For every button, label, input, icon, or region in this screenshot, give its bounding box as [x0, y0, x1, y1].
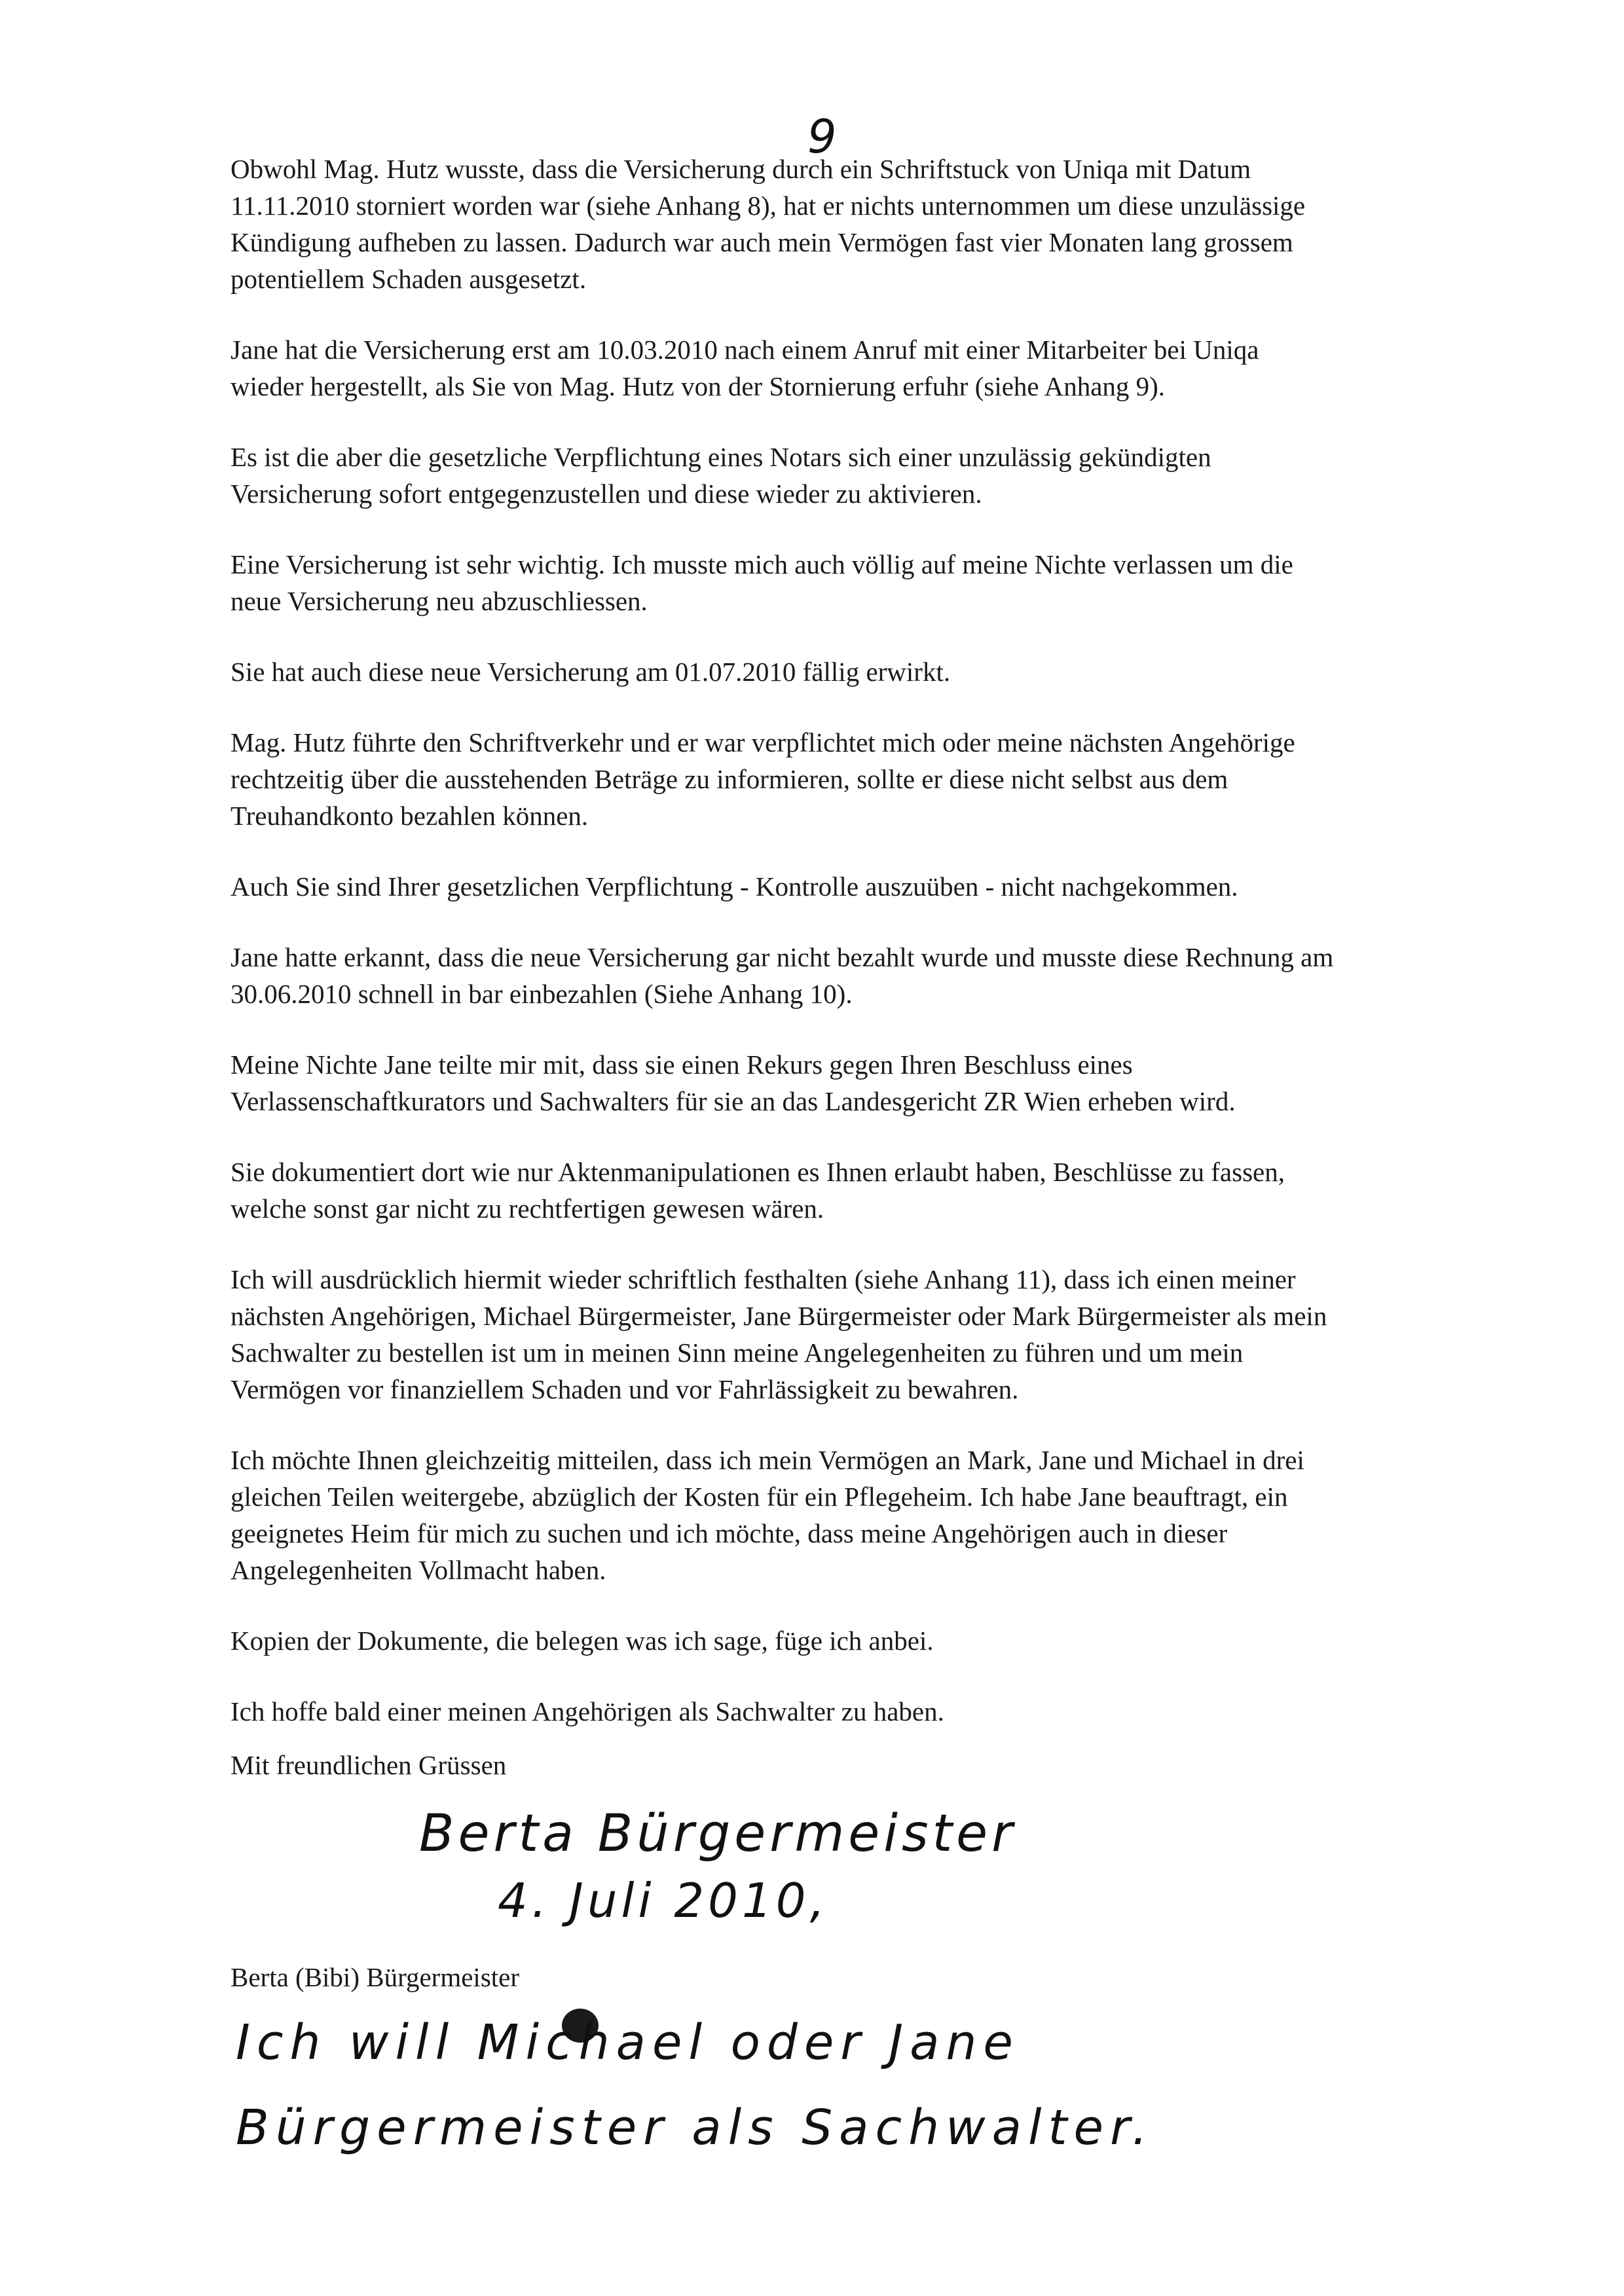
paragraph: Sie hat auch diese neue Versicherung am 01.07.2010 fällig erwirkt. [231, 657, 951, 687]
paragraph: Es ist die aber die gesetzliche Verpflichtung eines Notars sich einer unzulässig gekündigten Versicherung sofort entgegenzustellen und diese wieder zu aktivieren. [231, 442, 1211, 509]
paragraph: Ich hoffe bald einer meinen Angehörigen als Sachwalter zu haben. [231, 1696, 944, 1726]
closing-salutation: Mit freundlichen Grüssen [231, 1750, 507, 1780]
paragraph: Ich will ausdrücklich hiermit wieder schriftlich festhalten (siehe Anhang 11), dass ich einen meiner nächsten Angehörigen, Michael Bürgermeister, Jane Bürgermeister oder Mark Bürgermeister als mein Sachwalter zu bestellen ist um in meinen Sinn meine Angelegenheiten zu führen und um mein Vermögen vor finanziellem Schaden und vor Fahrlässigkeit zu bewahren. [231, 1264, 1327, 1404]
handwritten-correction: 9 [807, 110, 837, 164]
paragraph: Meine Nichte Jane teilte mir mit, dass sie einen Rekurs gegen Ihren Beschluss eines Verlassenschaftkurators und Sachwalters für sie an das Landesgericht ZR Wien erheben wird. [231, 1049, 1236, 1116]
paragraph: Auch Sie sind Ihrer gesetzlichen Verpflichtung - Kontrolle auszuüben - nicht nachgekommen. [231, 871, 1238, 902]
paragraph: Mag. Hutz führte den Schriftverkehr und er war verpflichtet mich oder meine nächsten Angehörige rechtzeitig über die ausstehenden Beträge zu informieren, sollte er diese nicht selbst aus dem Treuhandkonto bezahlen können. [231, 727, 1295, 831]
handwritten-note: Ich will Michael oder Jane Bürgermeister als Sachwalter. [236, 2014, 1154, 2156]
signer-name: Berta (Bibi) Bürgermeister [231, 1962, 520, 1992]
paragraph: Kopien der Dokumente, die belegen was ich sage, füge ich anbei. [231, 1626, 934, 1656]
paragraph: Eine Versicherung ist sehr wichtig. Ich musste mich auch völlig auf meine Nichte verlassen um die neue Versicherung neu abzuschliessen. [231, 549, 1293, 616]
letter-body [231, 151, 1475, 1764]
handwritten-date: 4. Juli 2010, [498, 1873, 829, 1928]
paragraph: Ich möchte Ihnen gleichzeitig mitteilen, dass ich mein Vermögen an Mark, Jane und Michael in drei gleichen Teilen weitergebe, abzüglich der Kosten für ein Pflegeheim. Ich habe Jane beauftragt, ein geeignetes Heim für mich zu suchen und ich möchte, dass meine Angehörigen auch in dieser Angelegenheiten Vollmacht haben. [231, 1445, 1304, 1585]
paragraph: Obwohl Mag. Hutz wusste, dass die Versicherung durch ein Schriftstuck von Uniqa mit Datum 11.11.2010 storniert worden war (siehe Anhang 8), hat er nichts unternommen um diese unzulässige Kündigung aufheben zu lassen. Dadurch war auch mein Vermögen fast vier Monaten lang grossem potentiellem Schaden ausgesetzt. [231, 154, 1306, 294]
paragraph: Jane hat die Versicherung erst am 10.03.2010 nach einem Anruf mit einer Mitarbeiter bei Uniqa wieder hergestellt, als Sie von Mag. Hutz von der Stornierung erfuhr (siehe Anhang 9). [231, 335, 1259, 401]
handwritten-signature: Berta Bürgermeister [419, 1804, 1017, 1863]
paragraph: Sie dokumentiert dort wie nur Aktenmanipulationen es Ihnen erlaubt haben, Beschlüsse zu fassen, welche sonst gar nicht zu rechtfertigen gewesen wären. [231, 1157, 1285, 1224]
paragraph: Jane hatte erkannt, dass die neue Versicherung gar nicht bezahlt wurde und musste diese Rechnung am 30.06.2010 schnell in bar einbezahlen (Siehe Anhang 10). [231, 942, 1334, 1009]
